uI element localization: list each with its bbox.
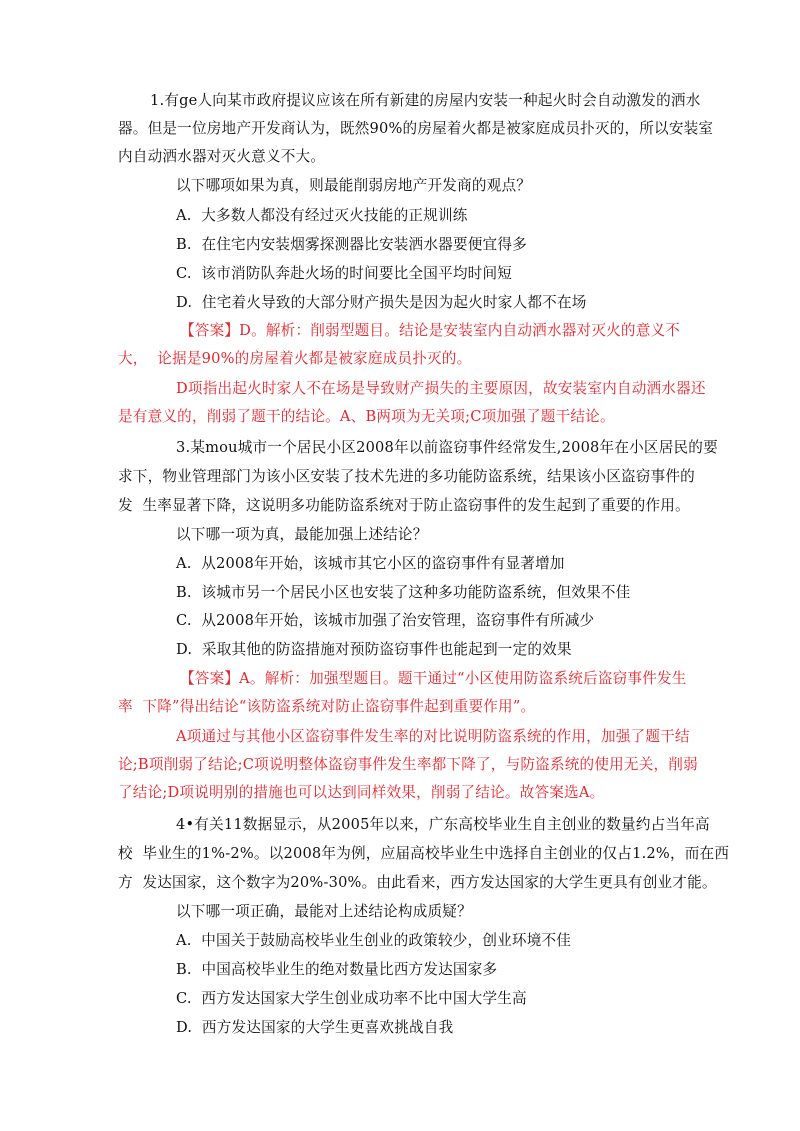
q1-question: 以下哪项如果为真，则最能削弱房地产开发商的观点？ bbox=[176, 177, 532, 194]
q3-option-a: A. 从2008年开始，该城市其它小区的盗窃事件有显著增加 bbox=[176, 555, 565, 572]
q1-answer-line-1: 【答案】D。解析：削弱型题目。结论是安装室内自动洒水器对灭火的意义不 bbox=[180, 322, 681, 339]
q4-stem-line-1: 4•有关11数据显示，从2005年以来，广东高校毕业生自主创业的数量约占当年高 bbox=[176, 816, 710, 833]
q1-option-b: B. 在住宅内安装烟雾探测器比安装洒水器要便宜得多 bbox=[176, 236, 527, 253]
q4-option-b: B. 中国高校毕业生的绝对数量比西方发达国家多 bbox=[176, 961, 498, 978]
q1-stem-line-2: 器。但是一位房地产开发商认为，既然90%的房屋着火都是被家庭成员扑灭的，所以安装室 bbox=[118, 120, 714, 137]
q3-stem-line-1: 3.某mou城市一个居民小区2008年以前盗窃事件经常发生,2008年在小区居民的要 bbox=[176, 439, 718, 456]
q3-answer-line-1: 【答案】A。解析：加强型题目。题干通过“小区使用防盗系统后盗窃事件发生 bbox=[180, 670, 687, 687]
q3-question: 以下哪一项为真，最能加强上述结论？ bbox=[176, 526, 428, 543]
q1-stem-line-1: 1.有ge人向某市政府提议应该在所有新建的房屋内安装一种起火时会自动激发的洒水 bbox=[150, 92, 701, 109]
q3-stem-line-2: 求下，物业管理部门为该小区安装了技术先进的多功能防盗系统，结果该小区盗窃事件的 bbox=[118, 468, 695, 485]
q3-answer-line-5: 了结论;D项说明别的措施也可以达到同样效果，削弱了结论。故答案选A。 bbox=[118, 784, 605, 801]
q1-option-a: A. 大多数人都没有经过灭火技能的正规训练 bbox=[176, 207, 468, 224]
q3-option-c: C. 从2008年开始，该城市加强了治安管理，盗窃事件有所减少 bbox=[176, 612, 595, 629]
q1-answer-line-3: D项指出起火时家人不在场是导致财产损失的主要原因，故安装室内自动洒水器还 bbox=[176, 380, 706, 397]
q1-answer-line-2: 大， 论据是90%的房屋着火都是被家庭成员扑灭的。 bbox=[118, 350, 472, 367]
q1-stem-line-3: 内自动洒水器对灭火意义不大。 bbox=[118, 148, 326, 165]
q3-option-b: B. 该城市另一个居民小区也安装了这种多功能防盗系统，但效果不佳 bbox=[176, 584, 631, 601]
q4-stem-line-2: 校 毕业生的1%-2%。以2008年为例，应届高校毕业生中选择自主创业的仅占1.2%，而在西 bbox=[118, 845, 730, 862]
q4-option-a: A. 中国关于鼓励高校毕业生创业的政策较少，创业环境不佳 bbox=[176, 932, 572, 949]
q1-option-d: D. 住宅着火导致的大部分财产损失是因为起火时家人都不在场 bbox=[176, 294, 587, 311]
q1-answer-line-4: 是有意义的，削弱了题干的结论。A、B两项为无关项;C项加强了题干结论。 bbox=[118, 408, 615, 425]
q4-question: 以下哪一项正确，最能对上述结论构成质疑？ bbox=[176, 903, 472, 920]
q3-stem-line-3: 发 生率显著下降，这说明多功能防盗系统对于防止盗窃事件的发生起到了重要的作用。 bbox=[118, 497, 690, 514]
q3-answer-line-4: 论;B项削弱了结论;C项说明整体盗窃事件发生率都下降了，与防盗系统的使用无关，削弱 bbox=[118, 756, 698, 773]
q1-option-c: C. 该市消防队奔赴火场的时间要比全国平均时间短 bbox=[176, 265, 513, 282]
q3-answer-line-2: 率 下降”得出结论“该防盗系统对防止盗窃事件起到重要作用”。 bbox=[118, 698, 536, 715]
q4-option-c: C. 西方发达国家大学生创业成功率不比中国大学生高 bbox=[176, 990, 527, 1007]
q3-answer-line-3: A项通过与其他小区盗窃事件发生率的对比说明防盗系统的作用，加强了题干结 bbox=[176, 728, 690, 745]
q4-option-d: D. 西方发达国家的大学生更喜欢挑战自我 bbox=[176, 1019, 454, 1036]
q3-option-d: D. 采取其他的防盗措施对预防盗窃事件也能起到一定的效果 bbox=[176, 641, 572, 658]
q4-stem-line-3: 方 发达国家，这个数字为20%-30%。由此看来，西方发达国家的大学生更具有创业才能。 bbox=[118, 874, 717, 891]
